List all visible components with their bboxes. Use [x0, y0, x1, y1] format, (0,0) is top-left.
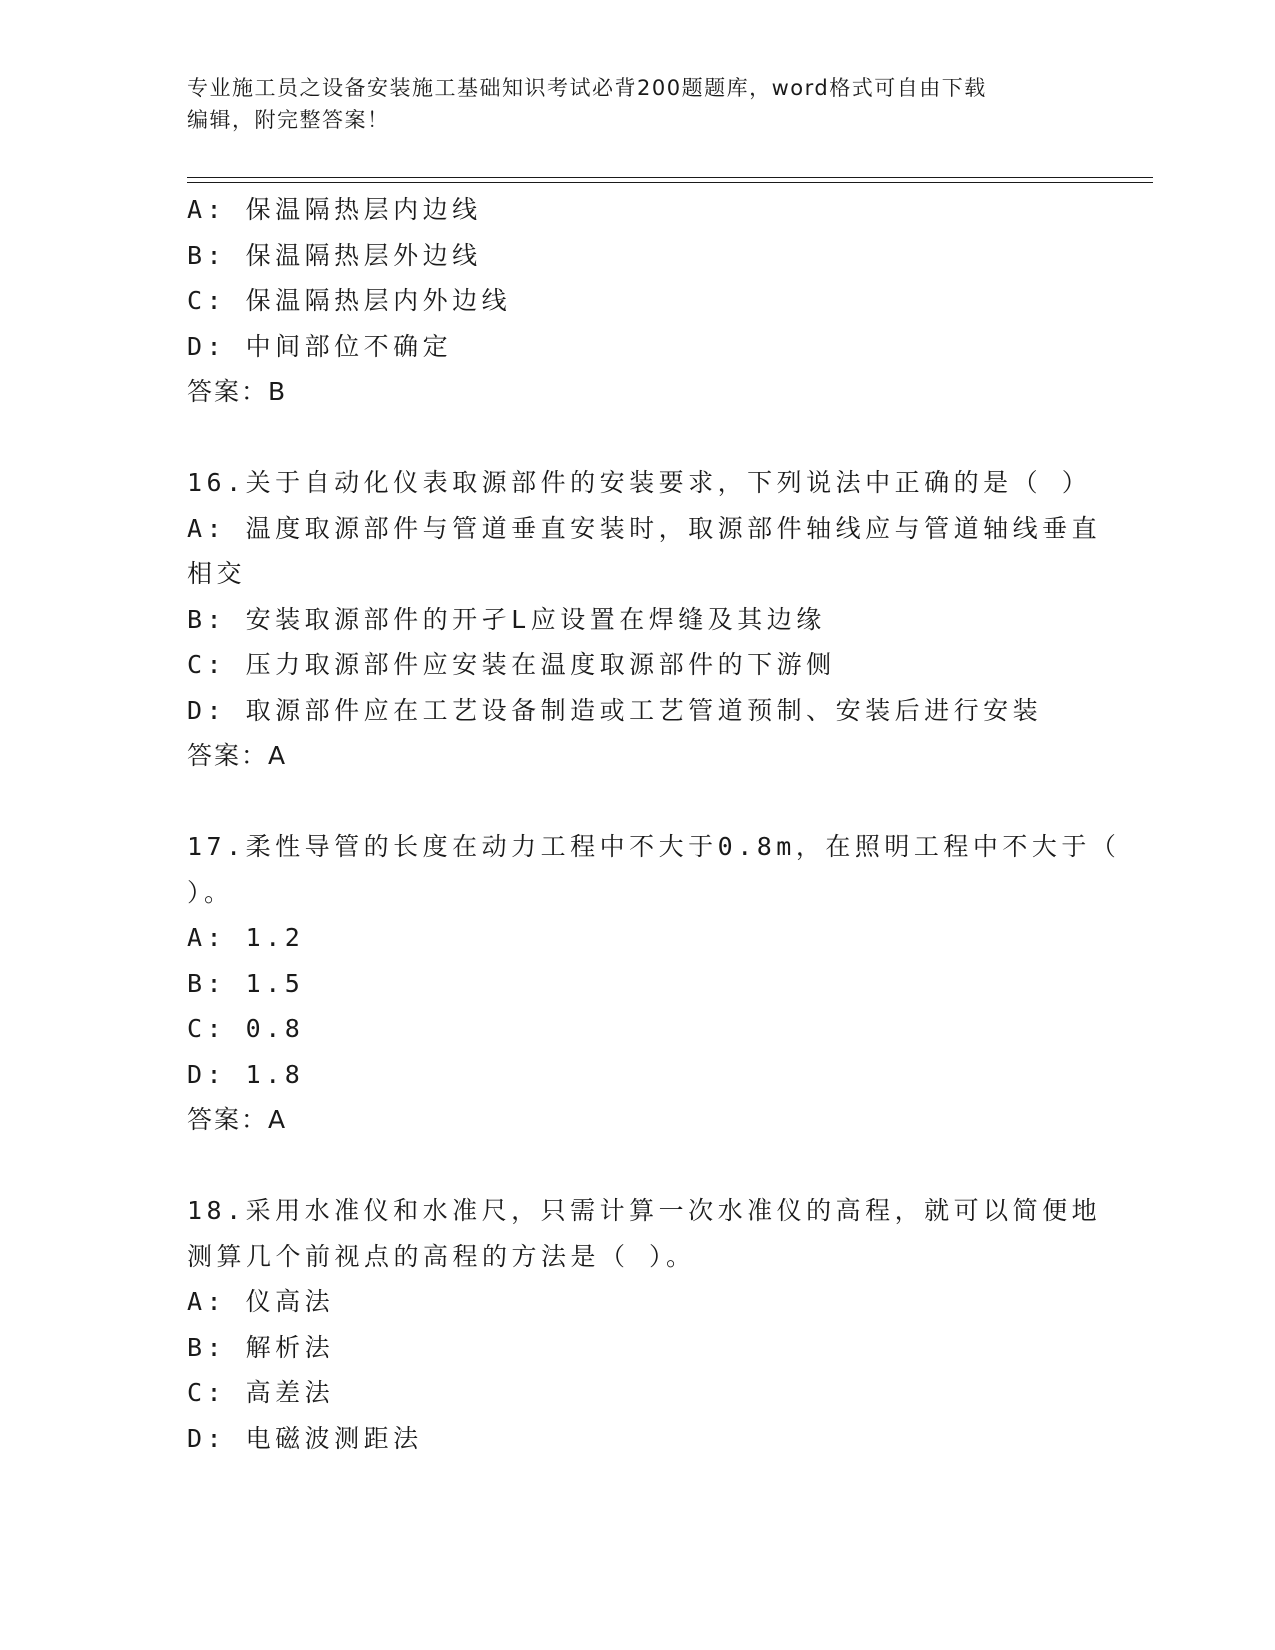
question-text: 18.采用水准仪和水准尺，只需计算一次水准仪的高程，就可以简便地	[187, 1196, 1102, 1225]
option-b: B: 保温隔热层外边线	[187, 240, 482, 270]
option-c: C: 保温隔热层内外边线	[187, 286, 512, 315]
question-18	[187, 1188, 1102, 1461]
option-d: D: 取源部件应在工艺设备制造或工艺管道预制、安装后进行安装	[187, 695, 1043, 725]
header-title-line-1: 专业施工员之设备安装施工基础知识考试必背200题题库，word格式可自由下载	[187, 76, 987, 100]
question-16	[187, 460, 1102, 779]
question-text-continued: ）。	[187, 877, 234, 907]
option-a: A: 仪高法	[187, 1287, 335, 1316]
option-b: B: 安装取源部件的开孑L应设置在焊缝及其边缘	[187, 604, 826, 634]
question-text: 17.柔性导管的长度在动力工程中不大于0.8m，在照明工程中不大于（	[187, 832, 1121, 861]
option-c: C: 压力取源部件应安装在温度取源部件的下游侧	[187, 650, 836, 679]
answer-label: 答案：A	[187, 741, 288, 770]
option-a: A: 保温隔热层内边线	[187, 195, 482, 224]
option-b: B: 解析法	[187, 1332, 335, 1362]
option-c: C: 高差法	[187, 1378, 335, 1407]
option-a: A: 1.2	[187, 923, 305, 952]
option-d: D: 电磁波测距法	[187, 1423, 423, 1453]
option-d: D: 1.8	[187, 1059, 305, 1089]
question-15	[187, 187, 1087, 415]
question-spacer	[187, 415, 1087, 461]
option-d: D: 中间部位不确定	[187, 331, 453, 361]
question-spacer	[187, 1143, 1087, 1189]
answer-label: 答案：A	[187, 1105, 288, 1134]
option-c: C: 0.8	[187, 1014, 305, 1043]
document-header	[187, 72, 1087, 136]
header-divider-bottom	[187, 182, 1153, 183]
header-title-line-2: 编辑，附完整答案！	[187, 108, 390, 132]
question-content	[187, 187, 1121, 1461]
option-a: A: 温度取源部件与管道垂直安装时，取源部件轴线应与管道轴线垂直	[187, 513, 1102, 543]
header-divider-top	[187, 177, 1153, 178]
option-a-continued: 相交	[187, 559, 247, 588]
question-text: 16.关于自动化仪表取源部件的安装要求，下列说法中正确的是（ ）	[187, 468, 1092, 497]
question-17	[187, 824, 1121, 1143]
question-text-continued: 测算几个前视点的高程的方法是（ ）。	[187, 1241, 696, 1271]
option-b: B: 1.5	[187, 968, 305, 998]
question-spacer	[187, 779, 1087, 825]
answer-label: 答案：B	[187, 377, 288, 406]
